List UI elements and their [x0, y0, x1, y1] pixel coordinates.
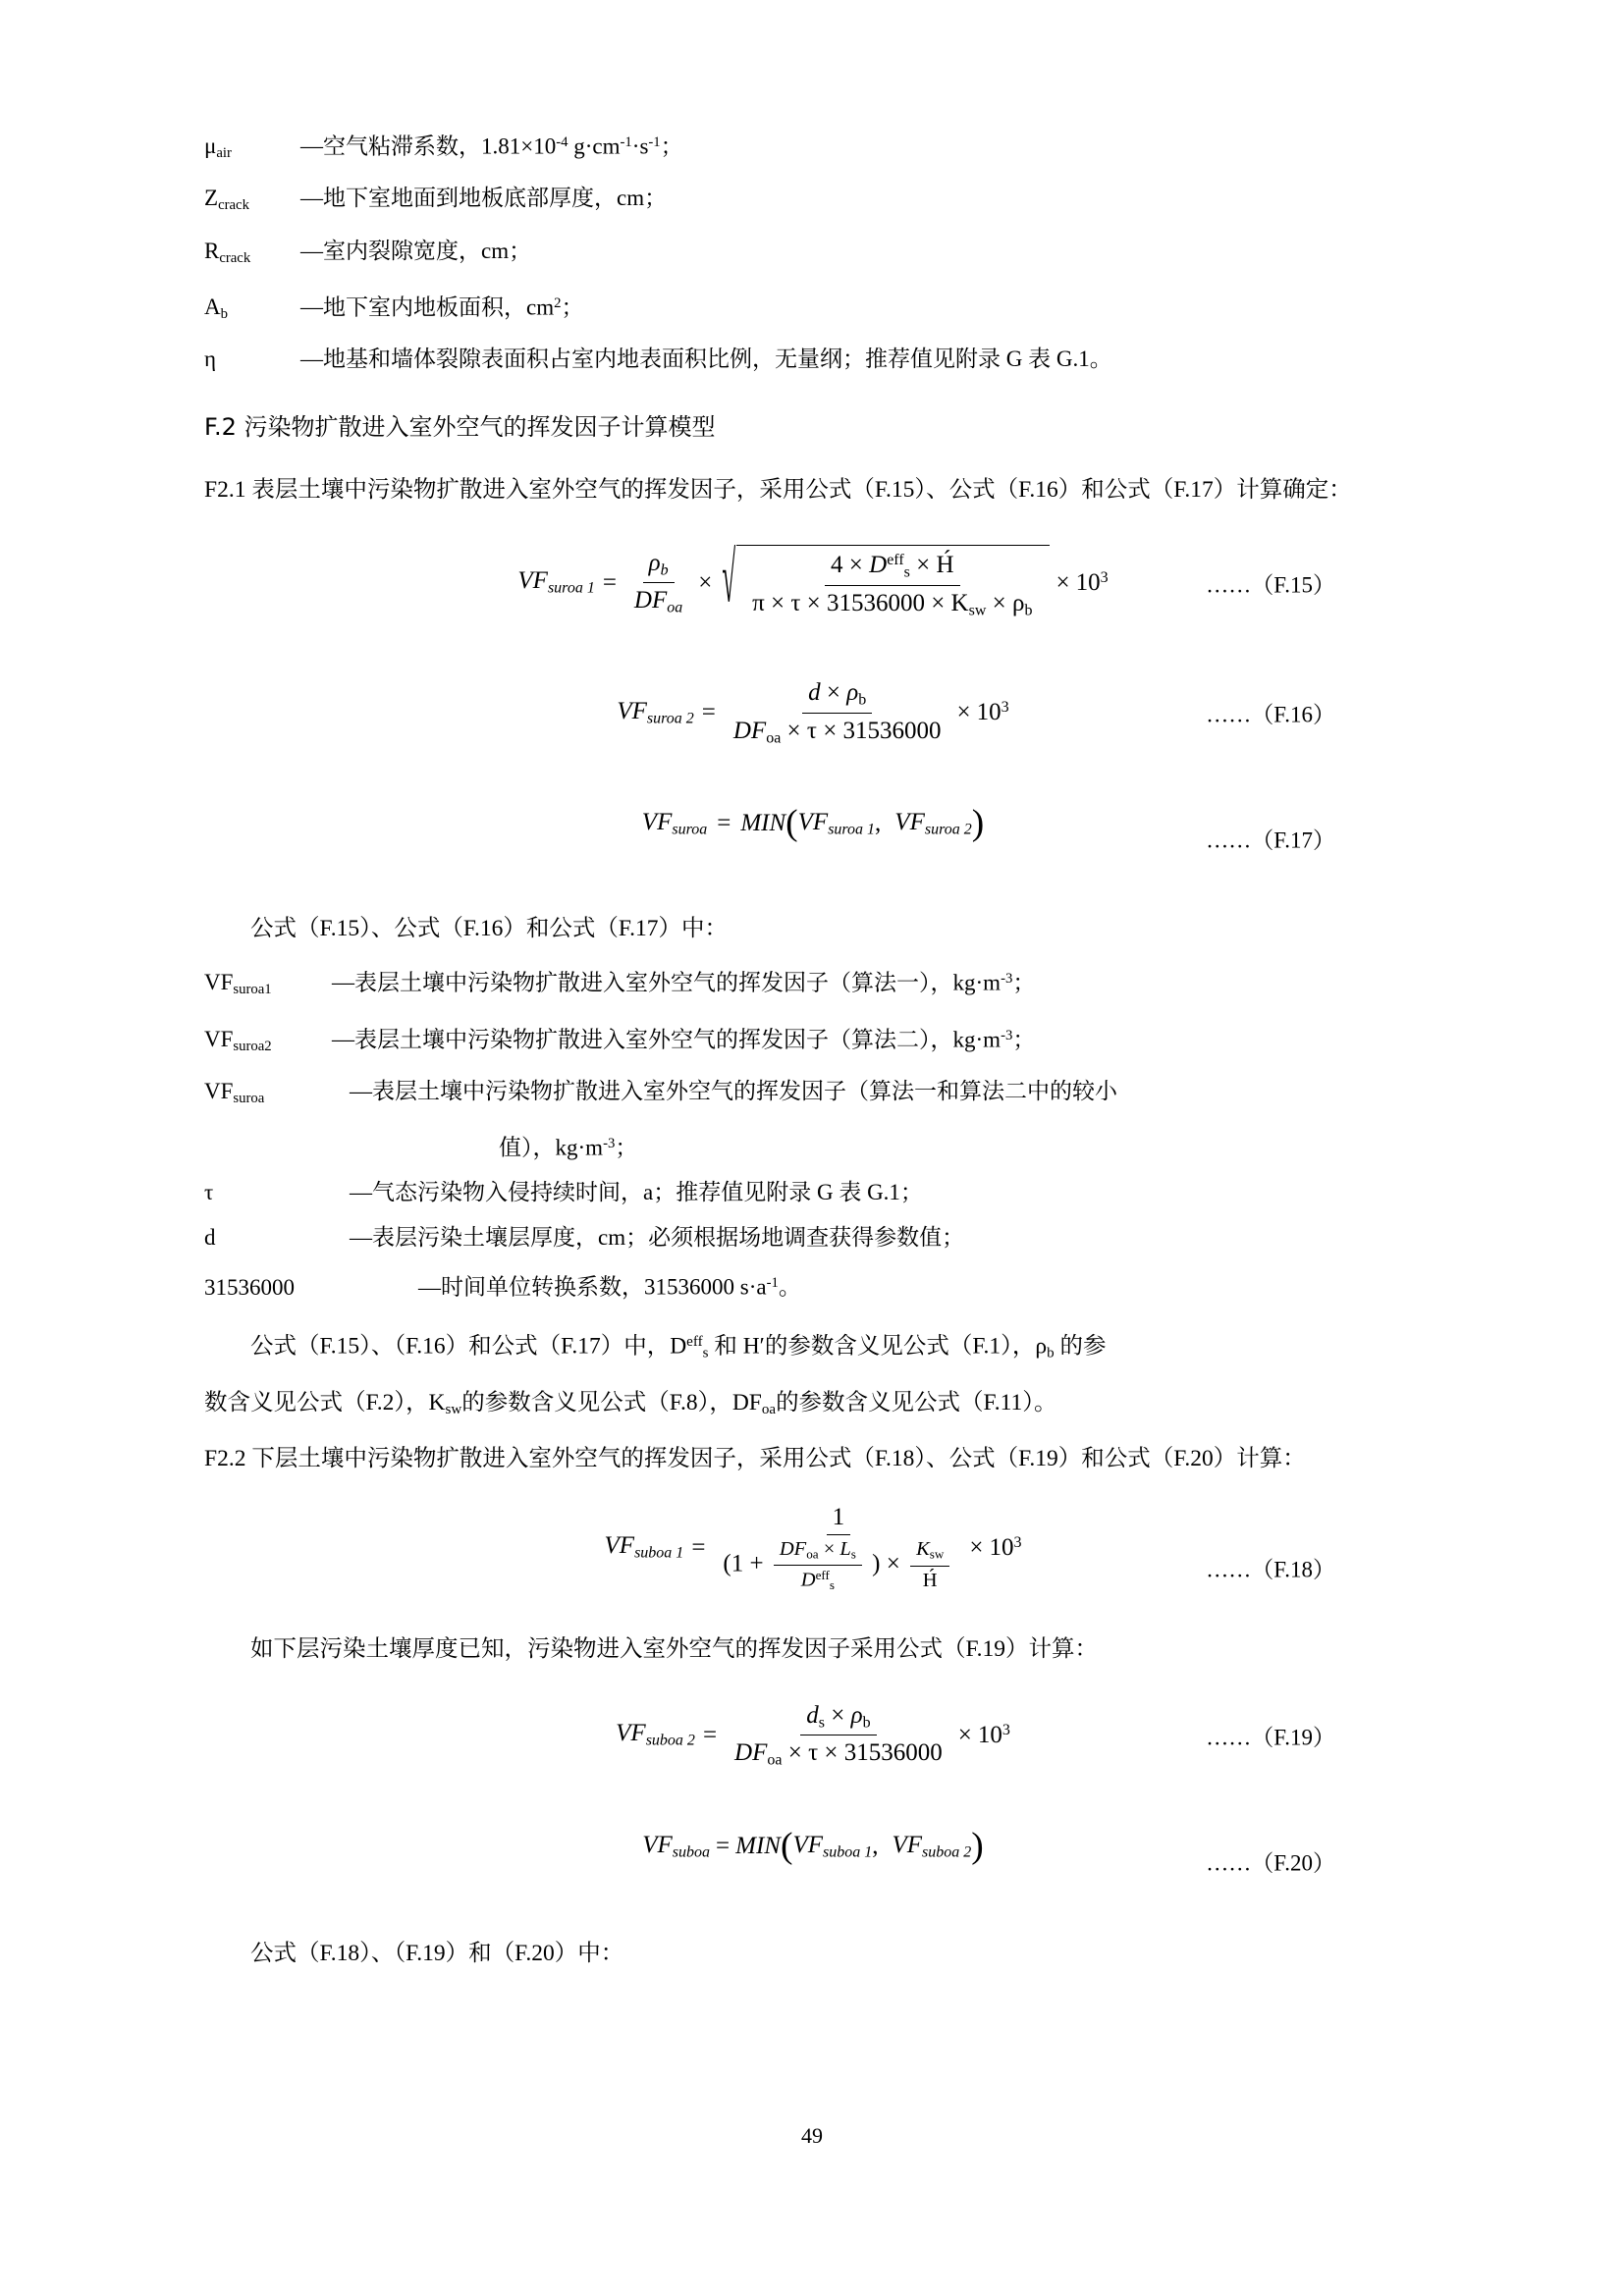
numerator: $d_s \times \rho_b$	[800, 1700, 876, 1735]
multiply-sign: ×	[698, 568, 713, 596]
numerator: $\rho_b$	[643, 548, 675, 583]
definition-text: 地下室地面到地板底部厚度，cm；	[323, 186, 668, 211]
dash: —	[300, 347, 323, 372]
symbol: $VF_{suroa2}$	[204, 1026, 272, 1054]
dash: —	[332, 1026, 354, 1051]
symbol-definition-list-top	[204, 120, 1422, 382]
power-of-ten: $10^3$	[976, 699, 1009, 726]
comma: ,	[875, 810, 882, 837]
denominator: $DF_{oa}$	[633, 587, 683, 616]
equals-sign: =	[702, 1721, 718, 1748]
definition-row	[204, 281, 1422, 337]
symbol: $VF_{suroa}$	[204, 1078, 265, 1107]
clause-f2-2: F2.2 下层土壤中污染物扩散进入室外空气的挥发因子，采用公式（F.18）、公式（F.19）和公式（F.20）计算：	[204, 1445, 1306, 1471]
dash: —	[350, 1225, 372, 1251]
equals-sign: =	[701, 699, 716, 726]
symbol: τ	[204, 1180, 214, 1205]
formula-f19	[204, 1700, 1422, 1771]
where-line-2: 公式（F.18）、（F.19）和（F.20）中：	[250, 1940, 624, 1966]
min-function: MIN	[735, 1832, 781, 1859]
equation-tag-f15: ……（F.15）	[1206, 572, 1335, 598]
parameter-note-line-2: 数含义见公式（F.2），$K_{sw}$的参数含义见公式（F.8），$DF_{oa}$的参数含义见公式（F.11）。	[204, 1389, 1057, 1417]
formula-lhs: $VF_{suroa 2}$	[617, 697, 694, 727]
equation-tag-f19: ……（F.19）	[1206, 1725, 1335, 1750]
fraction	[729, 1700, 948, 1771]
dash: —	[300, 238, 323, 263]
formula-f17	[204, 803, 1422, 868]
argument-1: $VF_{suroa 1}$	[797, 809, 876, 838]
numerator: $DF_{oa} \times L_s$	[774, 1537, 862, 1566]
power-of-ten: $10^3$	[989, 1533, 1022, 1561]
definition-text: 气态污染物入侵持续时间，a；推荐值见附录 G 表 G.1；	[372, 1180, 923, 1205]
outer-fraction	[717, 1502, 959, 1594]
denominator: $DF_{oa} \times \tau \times 31536000$	[734, 1739, 943, 1769]
dash: —	[300, 294, 323, 320]
symbol: $A_b$	[204, 294, 228, 323]
argument-2: $VF_{suboa 2}$	[892, 1831, 972, 1861]
formula-lhs: $VF_{suroa}$	[641, 809, 708, 838]
open-paren: (	[780, 1825, 793, 1866]
symbol-definition-list-mid	[204, 956, 1422, 1310]
formula-f18	[204, 1502, 1422, 1594]
definition-row	[204, 337, 1422, 382]
fraction-rho-over-df	[628, 548, 688, 618]
definition-text: 表层污染土壤层厚度，cm；必须根据场地调查获得参数值；	[372, 1225, 965, 1251]
equals-sign: =	[716, 1832, 731, 1859]
definition-text: 表层土壤中污染物扩散进入室外空气的挥发因子（算法二），$kg\cdot m^{-3}$；	[354, 1026, 1036, 1051]
definition-line-2: 值），$kg\cdot m^{-3}$；	[499, 1135, 638, 1160]
open-paren: (	[785, 803, 798, 844]
inner-fraction-dfls-over-d	[774, 1537, 862, 1594]
dash: —	[350, 1078, 372, 1103]
symbol: $Z_{crack}$	[204, 186, 249, 214]
formula-f16	[204, 677, 1422, 748]
equals-sign: =	[717, 810, 731, 837]
formula-lhs: $VF_{suboa}$	[642, 1831, 711, 1861]
power-of-ten: $10^3$	[1075, 568, 1109, 596]
multiply-sign: ×	[969, 1533, 984, 1561]
denominator: $DF_{oa} \times \tau \times 31536000$	[732, 717, 942, 747]
denominator: $\pi \times \tau \times 31536000 \times K_{sw} \times \rho_b$	[752, 589, 1033, 619]
definition-text: 表层土壤中污染物扩散进入室外空气的挥发因子（算法一），$kg\cdot m^{-3}$；	[354, 970, 1036, 995]
numerator: $d \times \rho_b$	[802, 677, 872, 713]
dash: —	[332, 970, 354, 995]
parameter-note-line-1: 公式（F.15）、（F.16）和公式（F.17）中，$D^{eff}_s$ 和 H′的参数含义见公式（F.1），$\rho_b$ 的参	[250, 1333, 1107, 1362]
close-paren: )	[971, 803, 985, 844]
numerator: 1	[827, 1502, 851, 1535]
definition-line-1: 表层土壤中污染物扩散进入室外空气的挥发因子（算法一和算法二中的较小	[372, 1078, 1117, 1103]
clause-f2-1: F2.1 表层土壤中污染物扩散进入室外空气的挥发因子，采用公式（F.15）、公式（F.16）和公式（F.17）计算确定：	[204, 477, 1352, 504]
formula-f20	[204, 1825, 1422, 1891]
numerator: $K_{sw}$	[910, 1537, 949, 1566]
page-number: 49	[801, 2123, 823, 2148]
dash: —	[350, 1180, 372, 1205]
multiply-sign: ×	[957, 1721, 972, 1748]
square-root	[722, 545, 1050, 620]
where-line-1: 公式（F.15）、公式（F.16）和公式（F.17）中：	[250, 916, 728, 942]
denominator: $D^{eff}_s$	[800, 1568, 835, 1593]
formula-lhs: $VF_{suboa 1}$	[604, 1532, 684, 1562]
definition-text: 地下室内地板面积，$cm^2$；	[323, 294, 584, 320]
definition-text: 空气粘滞系数，$1.81\times 10^{-4}$ $g\cdot cm^{-1}\cdot s^{-1}$；	[323, 133, 683, 159]
definition-text	[372, 1069, 1422, 1114]
min-function: MIN	[740, 810, 786, 837]
dash: —	[300, 133, 323, 159]
symbol: $R_{crack}$	[204, 238, 251, 266]
radical-sign: √	[722, 543, 736, 620]
symbol: $VF_{suroa1}$	[204, 970, 272, 998]
multiply-sign: ×	[956, 699, 971, 726]
symbol: 31536000	[204, 1274, 295, 1300]
dash: —	[300, 186, 323, 211]
definition-row	[204, 1170, 1422, 1215]
definition-row	[204, 1260, 1422, 1309]
denominator: H́	[922, 1569, 938, 1591]
definition-row	[204, 229, 1422, 281]
definition-row-continuation	[204, 1121, 1422, 1170]
radicand	[736, 545, 1050, 620]
definition-row	[204, 956, 1422, 1012]
equation-tag-f18: ……（F.18）	[1206, 1557, 1335, 1582]
denominator: (1 + $\frac{DF_{oa} \times L_s}{D^{eff}_s}$ ) × $\frac{K_{sw}}{H́}$	[717, 1535, 959, 1594]
note-before-f19: 如下层污染土壤厚度已知，污染物进入室外空气的挥发因子采用公式（F.19）计算：	[250, 1635, 1099, 1662]
symbol: η	[204, 347, 217, 372]
definition-row	[204, 1215, 1422, 1260]
argument-2: $VF_{suroa 2}$	[894, 809, 972, 838]
formula-lhs: $VF_{suboa 2}$	[616, 1720, 695, 1749]
fraction	[728, 677, 947, 748]
definition-text: 室内裂隙宽度，cm；	[323, 238, 532, 263]
definition-text: 时间单位转换系数，31536000 $s\cdot a^{-1}$。	[441, 1274, 801, 1300]
definition-row-vf-suroa	[204, 1069, 1422, 1121]
definition-row	[204, 120, 1422, 176]
section-heading-f2: F.2 污染物扩散进入室外空气的挥发因子计算模型	[204, 413, 716, 442]
definition-row	[204, 176, 1422, 228]
equation-tag-f20: ……（F.20）	[1206, 1850, 1335, 1876]
definition-text: 地基和墙体裂隙表面积占室内地表面积比例，无量纲；推荐值见附录 G 表 G.1。	[323, 347, 1112, 372]
equation-tag-f17: ……（F.17）	[1206, 828, 1335, 853]
formula-f15	[204, 545, 1422, 620]
dash: —	[418, 1274, 441, 1300]
argument-1: $VF_{suboa 1}$	[792, 1831, 873, 1861]
numerator: $4 \times D^{eff}_s$ × H́	[825, 550, 960, 585]
formula-lhs: $VF_{suroa 1}$	[517, 567, 595, 597]
equals-sign: =	[691, 1533, 706, 1561]
symbol: d	[204, 1225, 216, 1251]
multiply-sign-2: ×	[1056, 568, 1070, 596]
inner-fraction-ksw-over-h	[910, 1537, 949, 1593]
page-content	[204, 120, 1422, 1981]
symbol: $\mu_{air}$	[204, 133, 232, 162]
equation-tag-f16: ……（F.16）	[1206, 702, 1335, 727]
definition-row	[204, 1013, 1422, 1069]
comma: ,	[872, 1832, 879, 1859]
equals-sign: =	[602, 568, 617, 596]
close-paren: )	[971, 1825, 984, 1866]
power-of-ten: $10^3$	[977, 1721, 1010, 1748]
fraction-inside-root	[746, 550, 1038, 620]
